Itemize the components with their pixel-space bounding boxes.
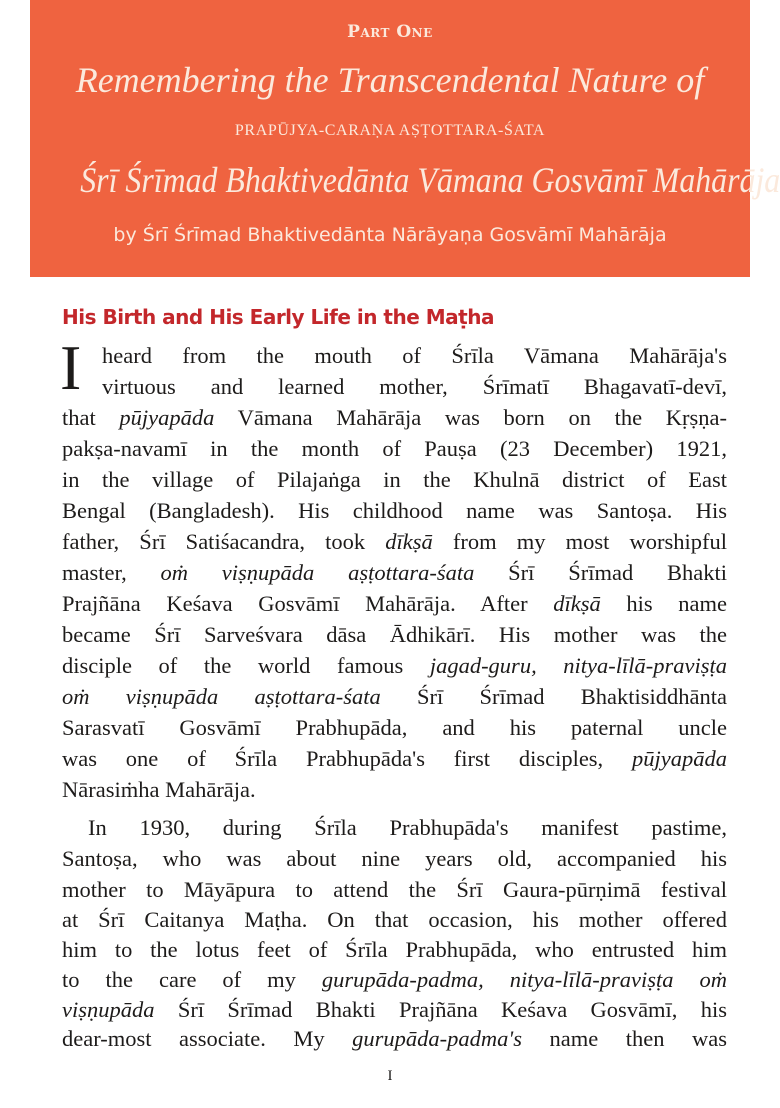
- page-number: I: [387, 1068, 393, 1084]
- text-run: pakṣa-navamī in the month of Pauṣa (23 December) 1921,: [62, 436, 727, 461]
- text-run: Nārasiṁha Mahārāja.: [62, 777, 256, 802]
- italic-term: gurupāda-padma, nitya-līlā-praviṣṭa oṁ: [321, 967, 727, 992]
- text-run: Prajñāna Keśava Gosvāmī Mahārāja. After: [62, 591, 554, 616]
- chapter-subtitle: PRAPŪJYA-CARAṆA AṢṬOTTARA-ŚATA: [234, 122, 546, 139]
- text-line: [62, 557, 727, 588]
- chapter-title-line-2: Śrī Śrīmad Bhaktivedānta Vāmana Gosvāmī Mahārāja: [80, 160, 780, 200]
- text-run: Bengal (Bangladesh). His childhood name was Santoṣa. His: [62, 498, 727, 523]
- text-run: from my most worshipful: [432, 529, 727, 554]
- text-run: virtuous and learned mother, Śrīmatī Bhagavatī-devī,: [102, 374, 727, 399]
- text-run: Śrī Śrīmad Bhakti Prajñāna Keśava Gosvāmī, his: [154, 997, 727, 1022]
- author-byline: by Śrī Śrīmad Bhaktivedānta Nārāyaṇa Gosvāmī Mahārāja: [113, 224, 667, 246]
- text-run: Santoṣa, who was about nine years old, accompanied his: [62, 846, 727, 871]
- text-run: that: [62, 405, 120, 430]
- text-line: [62, 843, 727, 874]
- text-line: [62, 1023, 727, 1054]
- text-run: him to the lotus feet of Śrīla Prabhupāda, who entrusted him: [62, 937, 727, 962]
- text-line: [62, 904, 727, 935]
- text-line: [62, 619, 727, 650]
- text-run: name then was: [522, 1026, 728, 1051]
- text-run: father, Śrī Satiśacandra, took: [62, 529, 386, 554]
- text-run: Śrī Śrīmad Bhaktisiddhānta: [380, 684, 727, 709]
- chapter-banner: [30, 0, 780, 277]
- text-line: [62, 874, 727, 905]
- text-line: [62, 526, 727, 557]
- text-line: [62, 433, 727, 464]
- italic-term: jagad-guru, nitya-līlā-praviṣṭa: [429, 653, 727, 678]
- text-line: [62, 588, 727, 619]
- text-line: [62, 712, 727, 743]
- drop-cap: I: [60, 332, 82, 403]
- italic-term: viṣṇupāda: [62, 997, 155, 1022]
- italic-term: pūjyapāda: [119, 405, 215, 430]
- text-run: dear-most associate. My: [62, 1026, 353, 1051]
- italic-term: dīkṣā: [553, 591, 601, 616]
- text-line: [62, 934, 727, 965]
- text-run: In 1930, during Śrīla Prabhupāda's manifest pastime,: [88, 815, 727, 840]
- text-run: disciple of the world famous: [62, 653, 430, 678]
- text-line: [62, 743, 727, 774]
- text-line: [88, 812, 727, 843]
- text-run: Śrī Śrīmad Bhakti: [474, 560, 727, 585]
- text-run: master,: [62, 560, 161, 585]
- text-line: [62, 402, 727, 433]
- text-line: [62, 994, 727, 1025]
- text-line: [102, 340, 727, 371]
- text-run: heard from the mouth of Śrīla Vāmana Mahārāja's: [102, 343, 727, 368]
- text-run: was one of Śrīla Prabhupāda's first disciples,: [62, 746, 632, 771]
- text-run: Sarasvatī Gosvāmī Prabhupāda, and his paternal uncle: [62, 715, 727, 740]
- text-line: [62, 964, 727, 995]
- text-line: [102, 371, 727, 402]
- text-line: [62, 650, 727, 681]
- text-line: [62, 681, 727, 712]
- italic-term: oṁ viṣṇupāda aṣṭottara-śata: [62, 684, 381, 709]
- italic-term: pūjyapāda: [632, 746, 727, 771]
- text-run: mother to Māyāpura to attend the Śrī Gaura-pūrṇimā festival: [62, 877, 727, 902]
- italic-term: gurupāda-padma's: [352, 1026, 522, 1051]
- italic-term: dīkṣā: [385, 529, 433, 554]
- text-run: Vāmana Mahārāja was born on the Kṛṣṇa-: [214, 405, 727, 430]
- text-run: became Śrī Sarveśvara dāsa Ādhikārī. His mother was the: [62, 622, 727, 647]
- text-line: [62, 495, 727, 526]
- text-line: [62, 464, 727, 495]
- text-run: in the village of Pilajaṅga in the Khulnā district of East: [62, 467, 727, 492]
- section-heading: His Birth and His Early Life in the Maṭha: [62, 305, 494, 329]
- italic-term: oṁ viṣṇupāda aṣṭottara-śata: [160, 560, 475, 585]
- text-line: [62, 774, 727, 805]
- text-run: to the care of my: [62, 967, 322, 992]
- chapter-title-line-1: Remembering the Transcendental Nature of: [75, 60, 705, 100]
- text-run: at Śrī Caitanya Maṭha. On that occasion, his mother offered: [62, 907, 727, 932]
- part-label: Part One: [347, 22, 433, 42]
- text-run: his name: [600, 591, 727, 616]
